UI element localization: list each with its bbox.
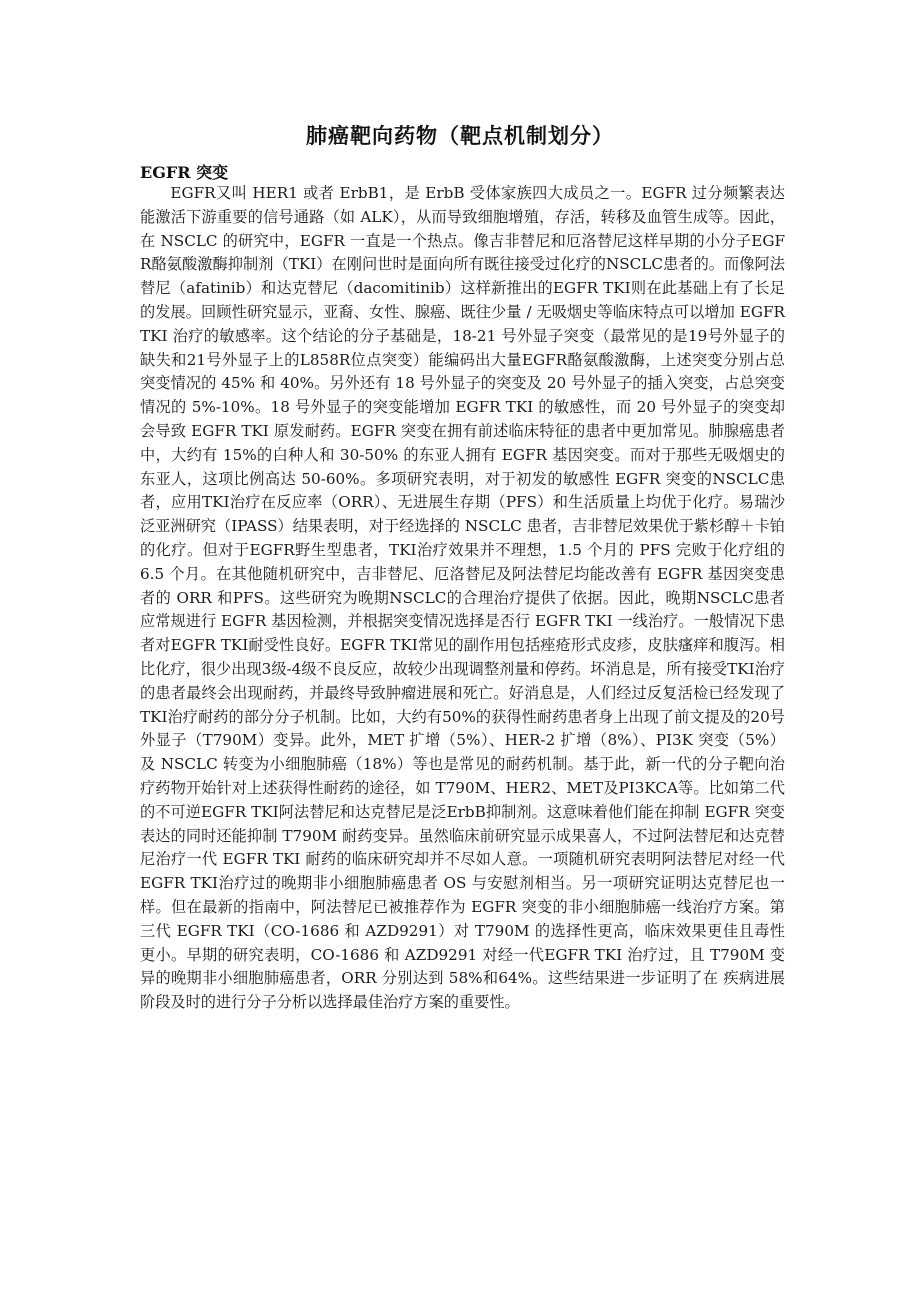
body-paragraph: EGFR又叫 HER1 或者 ErbB1，是 ErbB 受体家族四大成员之一。EGFR 过分频繁表达能激活下游重要的信号通路（如 ALK），从而导致细胞增殖，存活，转移及血管生成等。因此，在 NSCLC 的研究中，EGFR 一直是一个热点。像吉非替尼和厄洛替尼这样早期的小分子EGFR酪氨酸激酶抑制剂（TKI）在刚问世时是面向所有既往接受过化疗的NSCLC患者的。而像阿法替尼（afatinib）和达克替尼（dacomitinib）这样新推出的EGFR TKI则在此基础上有了长足的发展。回顾性研究显示，亚裔、女性、腺癌、既往少量 / 无吸烟史等临床特点可以增加 EGFR TKI 治疗的敏感率。这个结论的分子基础是，18-21 号外显子突变（最常见的是19号外显子的缺失和21号外显子上的L858R位点突变）能编码出大量EGFR酪氨酸激酶，上述突变分别占总突变情况的 45% 和 40%。另外还有 18 号外显子的突变及 20 号外显子的插入突变，占总突变情况的 5%-10%。18 号外显子的突变能增加 EGFR TKI 的敏感性，而 20 号外显子的突变却会导致 EGFR TKI 原发耐药。EGFR 突变在拥有前述临床特征的患者中更加常见。肺腺癌患者中，大约有 15%的白种人和 30-50% 的东亚人拥有 EGFR 基因突变。而对于那些无吸烟史的东亚人，这项比例高达 50-60%。多项研究表明，对于初发的敏感性 EGFR 突变的NSCLC患者，应用TKI治疗在反应率（ORR）、无进展生存期（PFS）和生活质量上均优于化疗。易瑞沙泛亚洲研究（IPASS）结果表明，对于经选择的 NSCLC 患者，吉非替尼效果优于紫杉醇＋卡铂的化疗。但对于EGFR野生型患者，TKI治疗效果并不理想，1.5 个月的 PFS 完败于化疗组的 6.5 个月。在其他随机研究中，吉非替尼、厄洛替尼及阿法替尼均能改善有 EGFR 基因突变患者的 ORR 和PFS。这些研究为晚期NSCLC的合理治疗提供了依据。因此，晚期NSCLC患者应常规进行 EGFR 基因检测，并根据突变情况选择是否行 EGFR TKI 一线治疗。一般情况下患者对EGFR TKI耐受性良好。EGFR TKI常见的副作用包括痤疮形式皮疹，皮肤瘙痒和腹泻。相比化疗，很少出现3级-4级不良反应，故较少出现调整剂量和停药。坏消息是，所有接受TKI治疗的患者最终会出现耐药，并最终导致肿瘤进展和死亡。好消息是，人们经过反复活检已经发现了TKI治疗耐药的部分分子机制。比如，大约有50%的获得性耐药患者身上出现了前文提及的20号外显子（T790M）变异。此外，MET 扩增（5%）、HER-2 扩增（8%）、PI3K 突变（5%）及 NSCLC 转变为小细胞肺癌（18%）等也是常见的耐药机制。基于此，新一代的分子靶向治疗药物开始针对上述获得性耐药的途径，如 T790M、HER2、MET及PI3KCA等。比如第二代的不可逆EGFR TKI阿法替尼和达克替尼是泛ErbB抑制剂。这意味着他们能在抑制 EGFR 突变表达的同时还能抑制 T790M 耐药变异。虽然临床前研究显示成果喜人，不过阿法替尼和达克替尼治疗一代 EGFR TKI 耐药的临床研究却并不尽如人意。一项随机研究表明阿法替尼对经一代 EGFR TKI治疗过的晚期非小细胞肺癌患者 OS 与安慰剂相当。另一项研究证明达克替尼也一样。但在最新的指南中，阿法替尼已被推荐作为 EGFR 突变的非小细胞肺癌一线治疗方案。第三代 EGFR TKI（CO-1686 和 AZD9291）对 T790M 的选择性更高，临床效果更佳且毒性更小。早期的研究表明，CO-1686 和 AZD9291 对经一代EGFR TKI 治疗过，且 T790M 变异的晚期非小细胞肺癌患者，ORR 分别达到 58%和64%。这些结果进一步证明了在 疾病进展阶段及时的进行分子分析以选择最佳治疗方案的重要性。 — [140, 184, 785, 1012]
document-title: 肺癌靶向药物（靶点机制划分） — [306, 124, 614, 148]
section-heading: EGFR 突变 — [140, 163, 229, 182]
